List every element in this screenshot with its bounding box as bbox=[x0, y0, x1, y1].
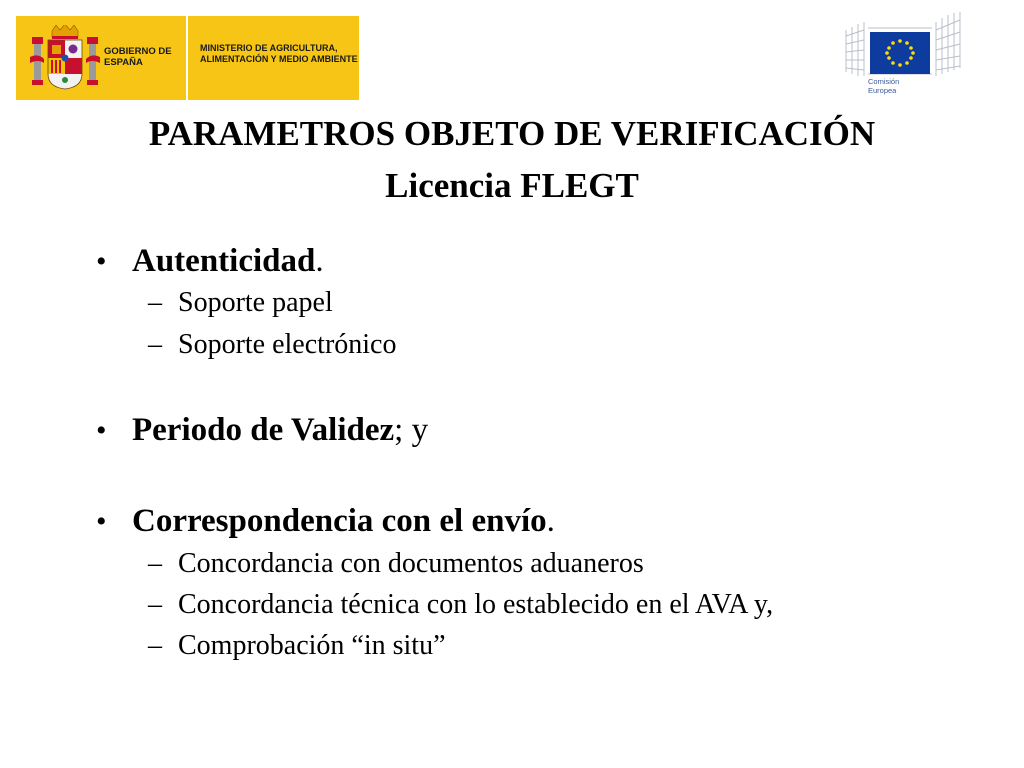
sub-item-soporte-papel bbox=[148, 286, 333, 320]
dash-marker: – bbox=[148, 630, 162, 661]
dash-marker: – bbox=[148, 548, 162, 579]
bullet-autenticidad bbox=[96, 241, 324, 282]
sub-item-comprobacion-in-situ bbox=[148, 629, 446, 663]
sub-item-soporte-electronico bbox=[148, 328, 396, 362]
gobierno-label: GOBIERNO DE ESPAÑA bbox=[104, 46, 172, 68]
title-line-1: PARAMETROS OBJETO DE VERIFICACIÓN bbox=[148, 114, 876, 153]
bullet-marker: • bbox=[96, 245, 107, 278]
bullet-marker: • bbox=[96, 505, 107, 538]
bullet-correspondencia bbox=[96, 501, 555, 542]
ec-label-line2: Europea bbox=[868, 85, 897, 95]
ec-label-line1: Comisión bbox=[868, 77, 900, 86]
sub-item-concordancia-tecnica bbox=[148, 588, 773, 622]
sub-item-text: Comprobación “in situ” bbox=[178, 630, 446, 661]
ministerio-label: MINISTERIO DE AGRICULTURA, ALIMENTACIÓN Y MEDIO AMBIENTE bbox=[200, 43, 358, 64]
bullet-rest-text: . bbox=[546, 503, 555, 539]
dash-marker: – bbox=[148, 589, 162, 620]
sub-item-text: Concordancia con documentos aduaneros bbox=[178, 548, 644, 579]
bullet-bold-text: Correspondencia con el envío bbox=[132, 503, 547, 539]
dash-marker: – bbox=[148, 287, 162, 318]
sub-item-text: Soporte electrónico bbox=[178, 329, 397, 360]
title-line-2: Licencia FLEGT bbox=[385, 166, 639, 205]
sub-item-text: Soporte papel bbox=[178, 287, 333, 318]
bullet-bold-text: Periodo de Validez bbox=[132, 412, 395, 448]
bullet-bold-text: Autenticidad bbox=[132, 243, 316, 279]
sub-item-text: Concordancia técnica con lo establecido en el AVA y, bbox=[178, 589, 774, 620]
bullet-rest-text: ; y bbox=[394, 412, 429, 448]
bullet-marker: • bbox=[96, 414, 107, 447]
bullet-periodo-validez bbox=[96, 410, 428, 451]
sub-item-documentos-aduaneros bbox=[148, 547, 644, 581]
dash-marker: – bbox=[148, 329, 162, 360]
bullet-rest-text: . bbox=[315, 243, 324, 279]
